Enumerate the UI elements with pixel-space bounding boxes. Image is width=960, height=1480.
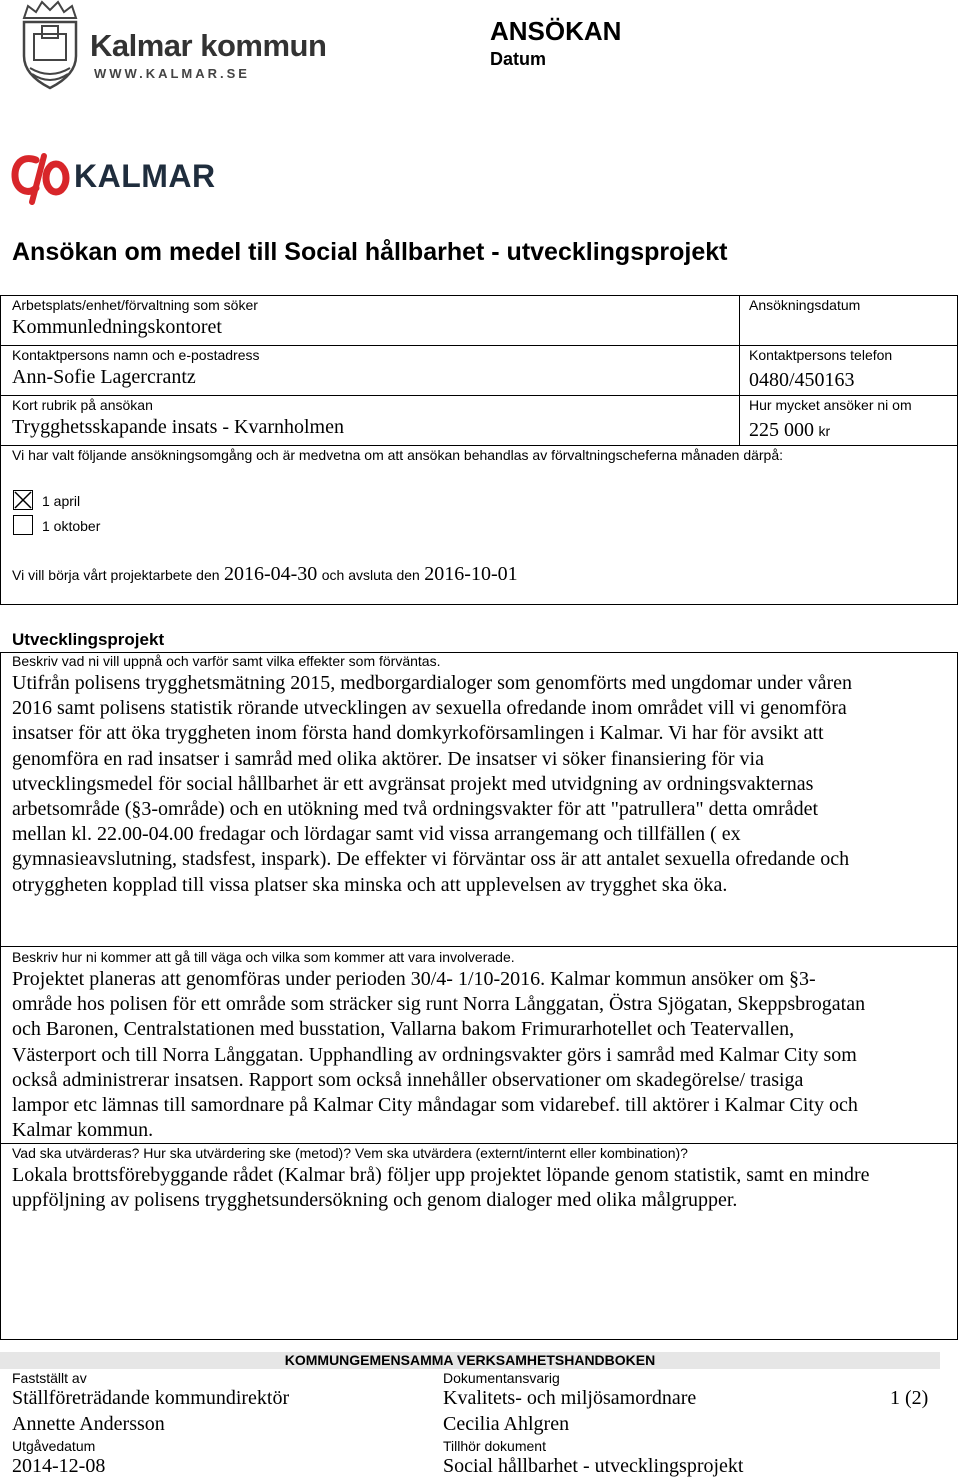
form-column-divider bbox=[739, 295, 740, 445]
form-divider bbox=[0, 345, 958, 346]
answer-line: insatser för att öka tryggheten inom första hand domkyrkoförsamlingen i Kalmar. Vi har för avsikt att bbox=[12, 722, 824, 745]
belongs-value: Social hållbarhet - utvecklingsprojekt bbox=[443, 1455, 744, 1477]
kommun-logo-text: Kalmar kommun bbox=[90, 28, 327, 63]
end-date-field[interactable]: 2016-10-01 bbox=[424, 563, 518, 585]
amount-label: Hur mycket ansöker ni om bbox=[749, 397, 912, 413]
contact-label: Kontaktpersons namn och e-postadress bbox=[12, 347, 260, 363]
form-divider bbox=[0, 445, 958, 446]
rubric-label: Kort rubrik på ansökan bbox=[12, 397, 153, 413]
workplace-field[interactable]: Kommunledningskontoret bbox=[12, 316, 222, 338]
answer-goals[interactable] bbox=[12, 671, 956, 898]
answer-line: och Baronen, Centralstationen med busstation, Vallarna bakom Frimurarhotellet och Teatervallen, bbox=[12, 1018, 795, 1041]
answer-line: 2016 samt polisens statistik rörande utvecklingen av sexuella ofredande inom området vill vi genomföra bbox=[12, 697, 847, 720]
answer-line: Utifrån polisens trygghetsmätning 2015, medborgardialoger som genomförts med ungdomar under våren bbox=[12, 672, 852, 694]
answer-line: mellan kl. 22.00-04.00 fredagar och lördagar samt vid vissa arrangemang och tillfällen ( ex bbox=[12, 823, 741, 846]
phone-field[interactable]: 0480/450163 bbox=[749, 369, 855, 391]
checkbox-october[interactable] bbox=[13, 515, 33, 535]
document-type: ANSÖKAN bbox=[490, 16, 622, 46]
answer-line: Lokala brottsförebyggande rådet (Kalmar brå) följer upp projektet löpande genom statistik, samt en mindre bbox=[12, 1164, 870, 1186]
footer-band bbox=[0, 1352, 940, 1369]
established-label: Fastställt av bbox=[12, 1370, 87, 1386]
workplace-label: Arbetsplats/enhet/förvaltning som söker bbox=[12, 297, 258, 313]
amount-unit: kr bbox=[818, 423, 831, 439]
question-goals: Beskriv vad ni vill uppnå och varför samt vilka effekter som förväntas. bbox=[12, 653, 441, 669]
round-text: Vi har valt följande ansökningsomgång och är medvetna om att ansökan behandlas av förvaltningscheferna månaden därpå: bbox=[12, 447, 784, 463]
form-divider bbox=[0, 395, 958, 396]
answer-line: Kalmar kommun. bbox=[12, 1119, 154, 1142]
start-date-field[interactable]: 2016-04-30 bbox=[223, 563, 318, 585]
answer-line: Västerport och till Norra Långgatan. Upphandling av ordningsvakter görs i samråd med Kalmar City som bbox=[12, 1043, 857, 1066]
established-name: Annette Andersson bbox=[12, 1413, 165, 1435]
rubric-field[interactable]: Trygghetsskapande insats - Kvarnholmen bbox=[12, 416, 344, 438]
footer-band-text: KOMMUNGEMENSAMMA VERKSAMHETSHANDBOKEN bbox=[284, 1352, 656, 1368]
kalmar-brand-mark-icon bbox=[10, 150, 72, 206]
kalmar-kommun-logo bbox=[18, 0, 328, 92]
established-role: Ställföreträdande kommundirektör bbox=[12, 1387, 290, 1409]
answer-line: genomföra en rad insatser i samråd med olika aktörer. De insatser vi söker finansiering för via bbox=[12, 747, 764, 770]
application-date-label: Ansökningsdatum bbox=[749, 297, 861, 313]
answer-method[interactable] bbox=[12, 967, 956, 1143]
amount-field[interactable] bbox=[749, 419, 830, 442]
project-heading: Utvecklingsprojekt bbox=[12, 630, 165, 649]
checkbox-april[interactable] bbox=[13, 490, 33, 510]
answer-line: lampor etc lämnas till samordnare på Kalmar City måndagar som vidarebef. till aktörer i Kalmar City och bbox=[12, 1094, 858, 1117]
coat-of-arms-icon bbox=[18, 0, 82, 92]
section-divider bbox=[0, 946, 958, 947]
answer-line: också administrerar insatsen. Rapport som också innehåller observationer om skadegörelse/ trasiga bbox=[12, 1068, 804, 1091]
checkmark-x-icon bbox=[13, 490, 33, 510]
page-number: 1 (2) bbox=[890, 1387, 929, 1409]
answer-line: gymnasieavslutning, stadsfest, inspark). De effekter vi förväntar oss är att antalet sexuella ofredande och bbox=[12, 848, 850, 871]
responsible-role: Kvalitets- och miljösamordnare bbox=[443, 1387, 697, 1409]
question-evaluation: Vad ska utvärderas? Hur ska utvärdering ske (metod)? Vem ska utvärdera (externt/internt eller kombination)? bbox=[12, 1145, 688, 1161]
answer-line: Projektet planeras att genomföras under perioden 30/4- 1/10-2016. Kalmar kommun ansöker om §3- bbox=[12, 968, 816, 990]
end-prefix: och avsluta den bbox=[321, 567, 420, 583]
answer-line: område hos polisen för ett område som sträcker sig runt Norra Långgatan, Östra Sjögatan, Skeppsbrogatan bbox=[12, 993, 866, 1016]
phone-label: Kontaktpersons telefon bbox=[749, 347, 893, 363]
question-method: Beskriv hur ni kommer att gå till väga och vilka som kommer att vara involverade. bbox=[12, 949, 515, 965]
date-label: Datum bbox=[490, 49, 547, 69]
option-april-label: 1 april bbox=[42, 493, 81, 509]
page-title: Ansökan om medel till Social hållbarhet - utvecklingsprojekt bbox=[12, 238, 728, 266]
issued-label: Utgåvedatum bbox=[12, 1438, 96, 1454]
amount-value: 225 000 bbox=[749, 419, 814, 441]
responsible-label: Dokumentansvarig bbox=[443, 1370, 560, 1386]
belongs-label: Tillhör dokument bbox=[443, 1438, 546, 1454]
responsible-name: Cecilia Ahlgren bbox=[443, 1413, 570, 1435]
kalmar-brand-logo bbox=[10, 148, 230, 208]
kalmar-brand-text: KALMAR bbox=[74, 158, 216, 194]
answer-evaluation[interactable] bbox=[12, 1163, 956, 1213]
issued-date: 2014-12-08 bbox=[12, 1455, 106, 1477]
answer-line: otryggheten kopplad till vissa platser ska minska och att upplevelsen av trygghet ska öka. bbox=[12, 873, 728, 896]
answer-line: utvecklingsmedel för social hållbarhet är ett avgränsat projekt med utvidgning av ordningsvakternas bbox=[12, 772, 814, 795]
project-period bbox=[12, 563, 518, 586]
answer-line: arbetsområde (§3-område) och en utökning med två ordningsvakter för att "patrullera" detta området bbox=[12, 798, 819, 821]
answer-line: uppföljning av polisens trygghetsundersökning och genom dialoger med olika målgrupper. bbox=[12, 1189, 738, 1212]
kommun-logo-url: WWW.KALMAR.SE bbox=[94, 66, 250, 81]
option-october-label: 1 oktober bbox=[42, 518, 101, 534]
start-prefix: Vi vill börja vårt projektarbete den bbox=[12, 567, 220, 583]
contact-field[interactable]: Ann-Sofie Lagercrantz bbox=[12, 366, 196, 388]
